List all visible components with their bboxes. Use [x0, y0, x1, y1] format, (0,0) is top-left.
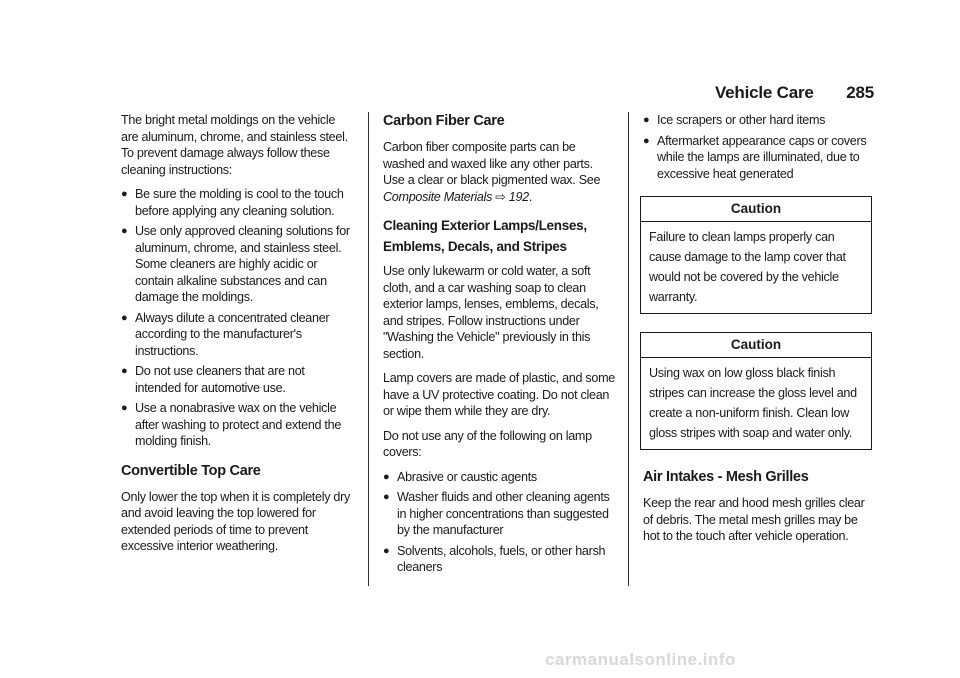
column-divider [628, 112, 629, 586]
list-item: ● Aftermarket appearance caps or covers while the lamps are illuminated, due to excessive heat generated [643, 133, 867, 181]
bullet-icon: ● [643, 114, 650, 126]
column-divider [368, 112, 369, 586]
list-item: ● Ice scrapers or other hard items [643, 113, 826, 127]
air-intakes-heading: Air Intakes - Mesh Grilles [643, 469, 809, 485]
list-item: ● Solvents, alcohols, fuels, or other harsh cleaners [383, 543, 606, 574]
convertible-top-text: Only lower the top when it is completely dry and avoid leaving the top lowered for extended periods of time to prevent excessive interior weathering. [121, 489, 350, 553]
bullet-icon: ● [121, 225, 128, 237]
page-number: 285 [846, 83, 874, 102]
caution-box [640, 332, 872, 450]
column-2 [383, 112, 615, 584]
page-reference[interactable]: 192 [508, 189, 529, 204]
list-item: ● Use only approved cleaning solutions for aluminum, chrome, and stainless steel. Some cleaners are highly acidic or contain alkaline substances and can damage the moldings. [121, 224, 350, 304]
lamps-paragraph: Use only lukewarm or cold water, a soft cloth, and a car washing soap to clean exterior lamps, lenses, emblems, decals, and stripes. Follow instructions under "Washing the Vehicle" previously in this section. [383, 264, 599, 361]
caution-title: Caution [641, 333, 871, 358]
bullet-icon: ● [383, 470, 390, 483]
section-title: Vehicle Care [714, 83, 814, 102]
column-3 [643, 112, 875, 553]
column-1 [121, 112, 353, 563]
carbon-fiber-heading: Carbon Fiber Care [383, 113, 505, 129]
caution-text: Using wax on low gloss black finish stripes can increase the gloss level and create a non-uniform finish. Clean low gloss stripes with soap and water only. [649, 366, 857, 440]
caution-text: Failure to clean lamps properly can cause damage to the lamp cover that would not be covered by the vehicle warranty. [649, 230, 846, 304]
page-reference-icon: ⇨ [495, 189, 506, 204]
bullet-icon: ● [643, 134, 650, 147]
caution-title: Caution [641, 197, 871, 222]
lamp-cover-bullet-list [383, 469, 615, 576]
exterior-lamps-heading: Cleaning Exterior Lamps/Lenses, Emblems, Decals, and Stripes [383, 218, 587, 254]
lamps-paragraph: Do not use any of the following on lamp covers: [383, 428, 592, 459]
air-intakes-text: Keep the rear and hood mesh grilles clear of debris. The metal mesh grilles may be hot to the touch after vehicle operation. [643, 496, 865, 543]
composite-materials-link[interactable]: Composite Materials [383, 189, 493, 204]
bullet-icon: ● [121, 365, 128, 377]
moldings-intro: The bright metal moldings on the vehicle are aluminum, chrome, and stainless steel. To prevent damage always follow these cleaning instructions: [121, 113, 348, 177]
lamps-paragraph: Lamp covers are made of plastic, and some have a UV protective coating. Do not clean or wipe them while they are dry. [383, 371, 615, 418]
list-item: ● Be sure the molding is cool to the touch before applying any cleaning solution. [121, 187, 344, 218]
list-item: ● Abrasive or caustic agents [383, 469, 537, 484]
list-item: ● Washer fluids and other cleaning agents in higher concentrations than suggested by the manufacturer [383, 490, 610, 537]
bullet-icon: ● [121, 402, 128, 414]
page-header [715, 83, 874, 103]
bullet-icon: ● [383, 544, 390, 557]
carbon-fiber-text: Carbon fiber composite parts can be washed and waxed like any other parts. Use a clear or black pigmented wax. See Composite Materials ⇨ 192. [383, 140, 601, 204]
moldings-bullet-list [121, 186, 353, 450]
list-item: ● Use a nonabrasive wax on the vehicle after washing to protect and extend the molding finish. [121, 401, 342, 448]
bullet-icon: ● [383, 491, 390, 503]
caution-box [640, 196, 872, 314]
lamp-cover-bullet-list-continued [643, 112, 875, 182]
convertible-top-heading: Convertible Top Care [121, 462, 261, 479]
bullet-icon: ● [121, 188, 128, 200]
list-item: ● Always dilute a concentrated cleaner according to the manufacturer's instructions. [121, 310, 330, 358]
watermark: carmanualsonline.info [545, 650, 736, 669]
bullet-icon: ● [121, 311, 128, 324]
list-item: ● Do not use cleaners that are not intended for automotive use. [121, 364, 305, 395]
